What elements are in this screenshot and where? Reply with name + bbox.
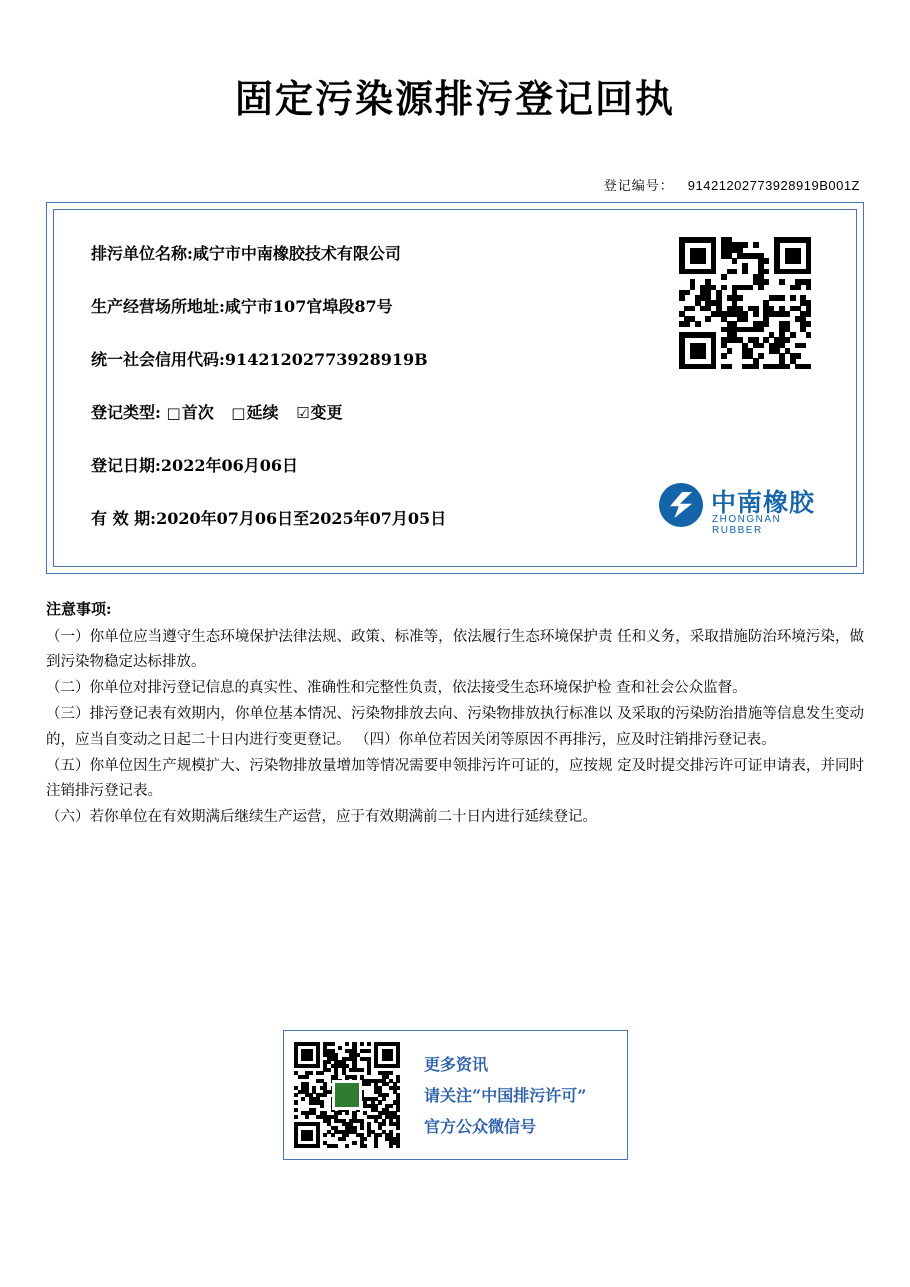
- note-item: （三）排污登记表有效期内，你单位基本情况、污染物排放去向、污染物排放执行标准以 及采取的污染防治措施等信息发生变动的，应当自变动之日起二十日内进行变更登记。 （四）你单位若因关闭等原因不再排污，应及时注销排污登记表。: [46, 706, 864, 748]
- wechat-official-qr-code: [294, 1042, 400, 1148]
- field-valid-period-value: 2020年07月06日至2025年07月05日: [156, 509, 447, 528]
- field-registration-date: [91, 453, 611, 476]
- field-credit-code-label: 统一社会信用代码:: [91, 350, 225, 369]
- notes-title: 注意事项:: [46, 600, 112, 618]
- registration-number-label: 登记编号：: [603, 178, 674, 193]
- registration-number-row: [46, 175, 864, 194]
- field-registration-type-label: 登记类型:: [91, 403, 161, 422]
- certificate-fields: [91, 241, 611, 559]
- registration-type-options: [167, 400, 355, 423]
- field-valid-period: [91, 506, 611, 529]
- note-item: （五）你单位因生产规模扩大、污染物排放量增加等情况需要申领排污许可证的，应按规 定及时提交排污许可证申请表，并同时注销排污登记表。: [46, 757, 864, 800]
- field-unit-name-value: 咸宁市中南橡胶技术有限公司: [192, 244, 401, 263]
- wechat-promo-line: 官方公众微信号: [424, 1117, 537, 1137]
- registration-qr-code: [679, 237, 811, 369]
- note-item: （一）你单位应当遵守生态环境保护法律法规、政策、标准等，依法履行生态环境保护责 任和义务，采取措施防治环境污染，做到污染物稳定达标排放。: [46, 628, 864, 671]
- notes-section: [46, 596, 864, 831]
- checkbox-option-change[interactable]: [296, 400, 342, 423]
- field-unit-name-label: 排污单位名称:: [91, 244, 193, 263]
- page-title: 固定污染源排污登记回执: [234, 76, 675, 121]
- checkbox-option-first-label: 首次: [181, 403, 214, 422]
- checkbox-option-renew-label: 延续: [246, 403, 279, 422]
- company-logo-name-en: ZHONGNAN RUBBER: [712, 514, 782, 536]
- field-registration-date-value: 2022年06月06日: [160, 456, 298, 475]
- note-item: （六）若你单位在有效期满后继续生产运营，应于有效期满前二十日内进行延续登记。: [46, 809, 597, 826]
- checkbox-unchecked-icon: □: [231, 404, 246, 422]
- field-credit-code-value: 91421202773928919B: [224, 350, 428, 369]
- field-credit-code: [91, 347, 611, 370]
- registration-number-value: 91421202773928919B001Z: [687, 178, 860, 193]
- certificate-box: [46, 202, 864, 574]
- wechat-promo-line: 请关注“中国排污许可”: [424, 1086, 587, 1106]
- field-registration-type: [91, 400, 611, 423]
- company-logo-mark-icon: [659, 483, 703, 527]
- field-address-label: 生产经营场所地址:: [91, 297, 225, 316]
- field-address: [91, 294, 611, 317]
- checkbox-option-first[interactable]: [167, 400, 214, 423]
- field-unit-name: [91, 241, 611, 264]
- wechat-promo-box: [283, 1030, 628, 1160]
- field-valid-period-label: 有 效 期:: [91, 509, 157, 528]
- checkbox-checked-icon: ☑: [296, 404, 310, 422]
- wechat-promo-line: 更多资讯: [424, 1055, 489, 1074]
- company-logo: [659, 481, 819, 536]
- company-logo-name-cn: 中南橡胶: [711, 488, 816, 517]
- checkbox-option-renew[interactable]: [231, 400, 278, 423]
- checkbox-option-change-label: 变更: [310, 403, 343, 422]
- checkbox-unchecked-icon: □: [166, 404, 181, 422]
- field-address-value: 咸宁市107官埠段87号: [224, 297, 393, 316]
- note-item: （二）你单位对排污登记信息的真实性、准确性和完整性负责，依法接受生态环境保护检 查和社会公众监督。: [46, 680, 747, 697]
- field-registration-date-label: 登记日期:: [91, 456, 161, 475]
- wechat-promo-text: [424, 1049, 586, 1143]
